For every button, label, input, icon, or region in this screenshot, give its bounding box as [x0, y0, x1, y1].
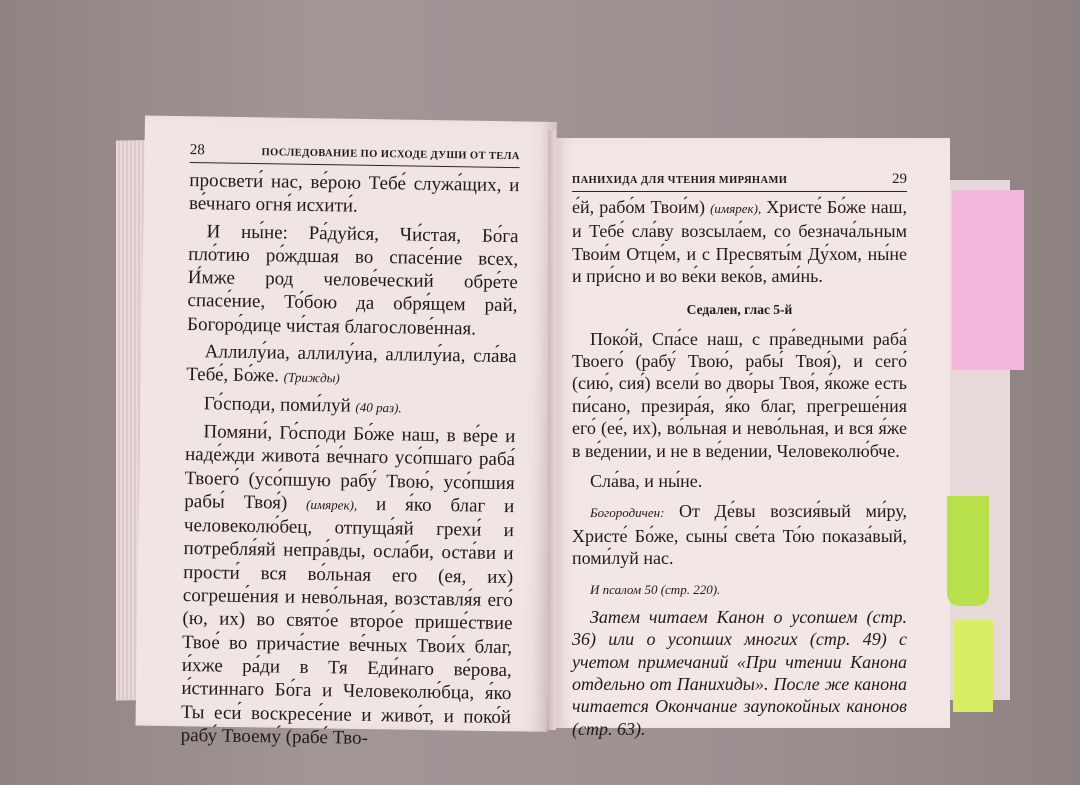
- page-number: 29: [892, 171, 907, 187]
- yellow-bookmark-tab[interactable]: [953, 620, 993, 712]
- paragraph: Сла́ва, и ны́не.: [590, 471, 703, 492]
- paragraph-text: и я́ко благ и человеколю́бец, отпуща́яй грехи́ и потребля́яй непра́вды, осла́би, оста́ви и прости́ вся во́льная его (ея, их) согреше́ния и нево́льная, возставля́я его́ (ю, их) во свято́е второ́е прише́ствие Твое́ во прича́стие ве́чных Твои́х благ, и́хже ра́ди в Тя Еди́наго ве́рова, и́стиннаго Бо́га и Человеколю́бца, я́ко Ты еси́ воскресе́ние и живо́т, и поко́й рабу́ Твоему́ (рабе́ Тво-: [180, 493, 515, 749]
- paragraph-text: Помяни́, Го́споди Бо́же наш, в ве́ре и наде́жди живота́ ве́чнаго усо́пшаго раба́ Твоего́ (усо́пшую рабу́ Твою́, усо́пшия рабы́ Твоя́): [184, 421, 516, 514]
- paragraph: И ны́не: Ра́дуйся, Чи́стая, Бо́га пло́тию ро́ждшая во спасе́ние всех, И́мже род челове́ческий обре́те спасе́ние, То́бою да обря́щем рай, Богоро́дице чи́стая благослове́нная.: [186, 220, 519, 340]
- paragraph: [186, 392, 516, 421]
- right-running-head: [572, 171, 907, 192]
- paragraph: Поко́й, Спа́се наш, с пра́ведными раба́ Твоего́ (рабу́ Твою́, рабы́ Твоя́), и сего́ (сию́, сия́) всели́ во дво́ры Твоя́, я́коже есть пи́сано, презира́я, я́ко благ, прегреше́ния его́ (ее́, их), во́льная и нево́льная, и вся я́же в ве́дении, и не в ве́дении, Человеколю́бче.: [572, 328, 907, 461]
- rubric-note: (имярек),: [305, 496, 358, 513]
- pink-bookmark-tab[interactable]: [952, 190, 1024, 370]
- paragraph-text: От Де́вы возсия́вый ми́ру, Христе́ Бо́же, сыны́ све́та То́ю показа́вый, поми́луй нас.: [572, 501, 907, 569]
- paragraph: просвети́ нас, ве́рою Тебе́ служа́щих, и ве́чнаго огня́ исхити́.: [188, 169, 520, 217]
- left-running-head: [190, 142, 520, 168]
- page-number: 28: [189, 142, 205, 159]
- paragraph: [572, 196, 907, 288]
- psalm-reference: И псалом 50 (стр. 220).: [590, 581, 721, 597]
- right-page-content: [572, 171, 907, 740]
- paragraph-text: Го́споди, поми́луй: [203, 392, 351, 417]
- paragraph-text: е́й, рабо́м Твои́м): [572, 197, 705, 217]
- section-heading: Седален, глас 5-й: [686, 301, 793, 317]
- book-gutter: [548, 130, 556, 730]
- paragraph-text: Христе́ Бо́же наш, и Тебе́ сла́ву возсыла́ем, со безнача́льным Твои́м Отце́м, и с Пресвяты́м Ду́хом, ны́не и при́сно и во ве́ки веко́в, ами́нь.: [572, 197, 908, 287]
- green-bookmark-tab[interactable]: [947, 496, 989, 606]
- rubric-note: (имярек),: [710, 201, 762, 216]
- rubric-instructions: Затем читаем Канон о усопшем (стр. 36) или о усопших многих (стр. 49) с учетом примечаний «При чтении Канона отдельно от Панихиды». После же канона читается Окончание заупокойных канонов (стр. 63).: [572, 606, 907, 739]
- paragraph: [180, 420, 515, 752]
- rubric-note: (40 раз).: [355, 399, 402, 416]
- paragraph: [186, 340, 517, 393]
- running-head-title: ПОСЛЕДОВАНИЕ ПО ИСХОДЕ ДУШИ ОТ ТЕЛА: [261, 147, 520, 163]
- rubric-label: Богородичен:: [590, 505, 665, 521]
- paragraph: [572, 500, 907, 569]
- left-page-content: [180, 142, 519, 752]
- rubric-note: (Трижды): [283, 369, 340, 386]
- paragraph-text: Аллилу́иа, аллилу́иа, аллилу́иа, сла́ва Тебе́, Бо́же.: [186, 341, 517, 387]
- running-head-title: ПАНИХИДА ДЛЯ ЧТЕНИЯ МИРЯНАМИ: [572, 175, 788, 186]
